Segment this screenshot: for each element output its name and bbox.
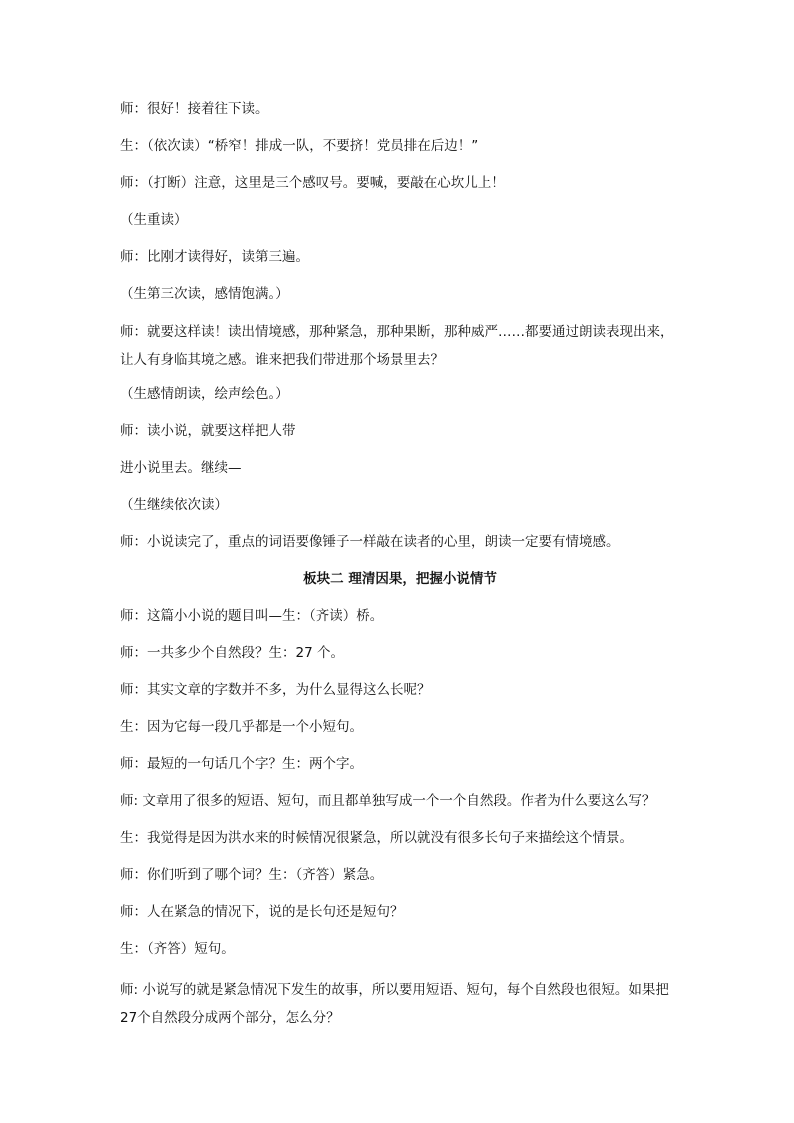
paragraph: （生重读） bbox=[120, 212, 188, 228]
paragraph: 生：（齐答）短句。 bbox=[120, 941, 235, 957]
paragraph: 生：因为它每一段几乎都是一个小短句。 bbox=[120, 719, 363, 735]
paragraph: 师：读小说，就要这样把人带 bbox=[120, 423, 296, 439]
paragraph: （生第三次读，感情饱满。） bbox=[120, 286, 289, 302]
paragraph: 师：小说读完了，重点的词语要像锤子一样敲在读者的心里，朗读一定要有情境感。 bbox=[120, 534, 620, 550]
paragraph: 师：（打断）注意，这里是三个感叹号。要喊，要敲在心坎儿上！ bbox=[120, 175, 505, 191]
paragraph: 师: 文章用了很多的短语、短句，而且都单独写成一个一个自然段。作者为什么要这么写？ bbox=[120, 793, 656, 809]
paragraph: （生感情朗读，绘声绘色。） bbox=[120, 386, 289, 402]
paragraph: （生继续依次读） bbox=[120, 497, 228, 513]
paragraph: 生：（依次读）“桥窄！排成一队，不要挤！党员排在后边！” bbox=[120, 138, 479, 154]
paragraph: 师：最短的一句话几个字？生：两个字。 bbox=[120, 756, 363, 772]
paragraph: 生：我觉得是因为洪水来的时候情况很紧急，所以就没有很多长句子来描绘这个情景。 bbox=[120, 830, 633, 846]
paragraph: 师：你们听到了哪个词？生：（齐答）紧急。 bbox=[120, 867, 384, 883]
paragraph: 师：一共多少个自然段？生：27 个。 bbox=[120, 645, 344, 661]
paragraph: 进小说里去。继续— bbox=[120, 460, 242, 476]
paragraph: 师：这篇小小说的题目叫—生：（齐读）桥。 bbox=[120, 608, 384, 624]
paragraph: 师：就要这样读！读出情境感，那种紧急，那种果断，那种威严……都要通过朗读表现出来，让人有身临其境之感。谁来把我们带进那个场景里去？ bbox=[120, 324, 674, 368]
paragraph: 师：比刚才读得好，读第三遍。 bbox=[120, 249, 309, 265]
paragraph: 师：很好！接着往下读。 bbox=[120, 101, 269, 117]
paragraph: 师: 小说写的就是紧急情况下发生的故事，所以要用短语、短句，每个自然段也很短。如果把 27个自然段分成两个部分，怎么分？ bbox=[120, 982, 669, 1026]
paragraph: 师：其实文章的字数并不多，为什么显得这么长呢？ bbox=[120, 682, 431, 698]
paragraph: 师：人在紧急的情况下，说的是长句还是短句？ bbox=[120, 904, 404, 920]
section-heading: 板块二 理清因果，把握小说情节 bbox=[303, 571, 497, 587]
